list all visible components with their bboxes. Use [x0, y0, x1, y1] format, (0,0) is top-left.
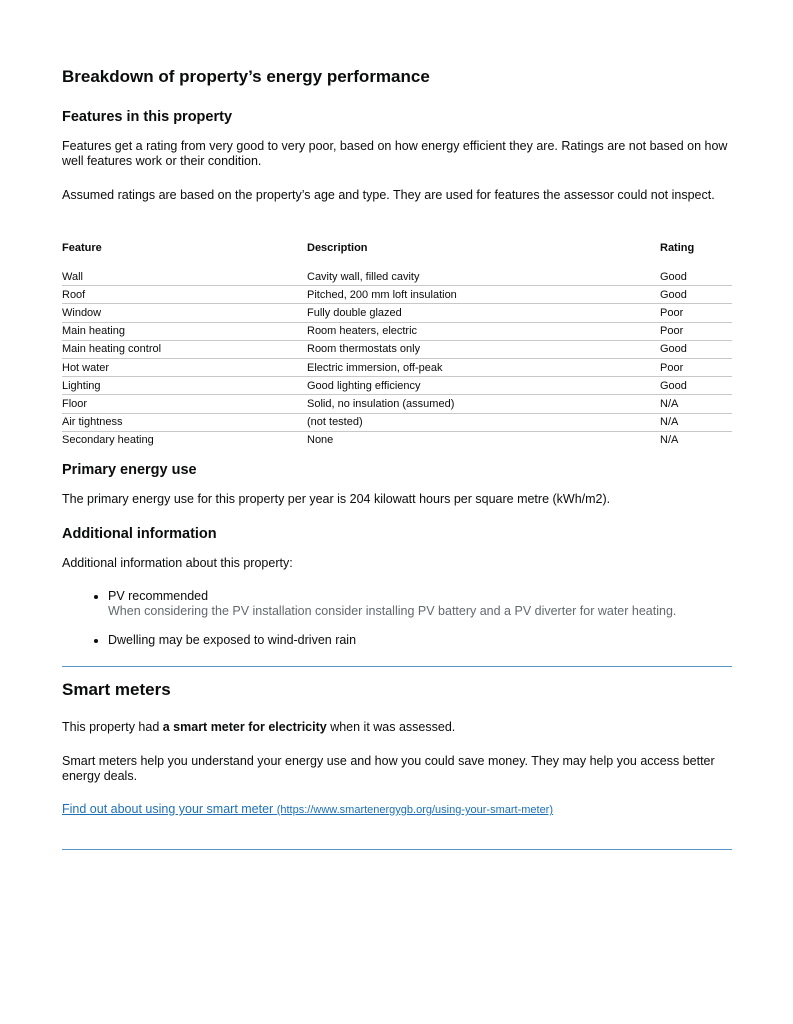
- features-heading: Features in this property: [62, 109, 233, 125]
- table-row: [62, 413, 732, 431]
- table-row: [62, 322, 732, 340]
- description-cell: Electric immersion, off-peak: [307, 358, 660, 376]
- primary-energy-text: The primary energy use for this property per year is 204 kilowatt hours per square metre (kWh/m2).: [62, 492, 611, 506]
- table-row: [62, 395, 732, 413]
- table-row: [62, 286, 732, 304]
- feature-cell: Hot water: [62, 358, 307, 376]
- smart-text-after: when it was assessed.: [326, 720, 456, 734]
- description-cell: None: [307, 434, 334, 447]
- table-row: [62, 304, 732, 322]
- rating-cell: Good: [660, 377, 732, 395]
- description-cell: Room thermostats only: [307, 340, 660, 358]
- features-intro: Features get a rating from very good to very poor, based on how energy efficient they are. Ratings are not based on how well features work or their condition.: [62, 139, 728, 168]
- feature-cell: Main heating: [62, 322, 307, 340]
- smart-meter-link-line: [62, 802, 732, 818]
- page-title: Breakdown of property’s energy performance: [62, 67, 430, 86]
- description-cell: Solid, no insulation (assumed): [307, 395, 660, 413]
- rating-cell: Poor: [660, 304, 732, 322]
- features-assumed-note: Assumed ratings are based on the property’s age and type. They are used for features the assessor could not inspect.: [62, 188, 715, 202]
- description-cell: Cavity wall, filled cavity: [307, 268, 660, 286]
- list-item-label: Dwelling may be exposed to wind-driven rain: [108, 633, 357, 647]
- features-table: [62, 242, 732, 449]
- additional-info-list: [62, 589, 732, 648]
- smart-meters-heading: Smart meters: [62, 680, 171, 699]
- list-item-hint: When considering the PV installation consider installing PV battery and a PV diverter for water heating.: [108, 604, 677, 618]
- description-cell: Fully double glazed: [307, 304, 660, 322]
- feature-cell: Roof: [62, 286, 307, 304]
- table-row: [62, 358, 732, 376]
- primary-energy-heading: Primary energy use: [62, 462, 197, 478]
- feature-cell: Lighting: [62, 377, 307, 395]
- rating-cell: Good: [660, 286, 732, 304]
- table-row: [62, 431, 732, 449]
- table-header-row: [62, 242, 732, 260]
- rating-cell: Good: [660, 268, 732, 286]
- feature-cell: Wall: [62, 268, 307, 286]
- feature-cell: Window: [62, 304, 307, 322]
- smart-meter-link[interactable]: [62, 802, 553, 816]
- feature-cell: Main heating control: [62, 340, 307, 358]
- header-rating: Rating: [660, 242, 695, 254]
- table-row: [62, 268, 732, 286]
- smart-meter-link-url: (https://www.smartenergygb.org/using-your-smart-meter): [276, 804, 554, 816]
- smart-meter-info: Smart meters help you understand your energy use and how you could save money. They may help you access better energy deals.: [62, 754, 715, 783]
- section-divider: [62, 849, 732, 850]
- list-item-label: PV recommended: [108, 589, 209, 603]
- header-description: Description: [307, 242, 368, 254]
- smart-meter-status: [62, 720, 732, 735]
- feature-cell: Secondary heating: [62, 434, 154, 447]
- feature-cell: Air tightness: [62, 413, 307, 431]
- list-item: [108, 589, 732, 619]
- smart-meter-link-label: Find out about using your smart meter: [62, 802, 274, 816]
- additional-info-heading: Additional information: [62, 526, 217, 542]
- rating-cell: N/A: [660, 413, 732, 431]
- list-item: [108, 633, 732, 648]
- rating-cell: Good: [660, 340, 732, 358]
- smart-text-before: This property had: [62, 720, 163, 734]
- description-cell: (not tested): [307, 413, 660, 431]
- smart-text-bold: a smart meter for electricity: [162, 720, 327, 734]
- rating-cell: N/A: [660, 395, 732, 413]
- description-cell: Room heaters, electric: [307, 322, 660, 340]
- rating-cell: Poor: [660, 358, 732, 376]
- header-feature: Feature: [62, 242, 102, 254]
- table-row: [62, 340, 732, 358]
- additional-info-intro: Additional information about this property:: [62, 556, 293, 570]
- table-row: [62, 377, 732, 395]
- rating-cell: N/A: [660, 434, 679, 447]
- section-divider: [62, 666, 732, 667]
- rating-cell: Poor: [660, 322, 732, 340]
- description-cell: Pitched, 200 mm loft insulation: [307, 286, 660, 304]
- feature-cell: Floor: [62, 395, 307, 413]
- description-cell: Good lighting efficiency: [307, 377, 660, 395]
